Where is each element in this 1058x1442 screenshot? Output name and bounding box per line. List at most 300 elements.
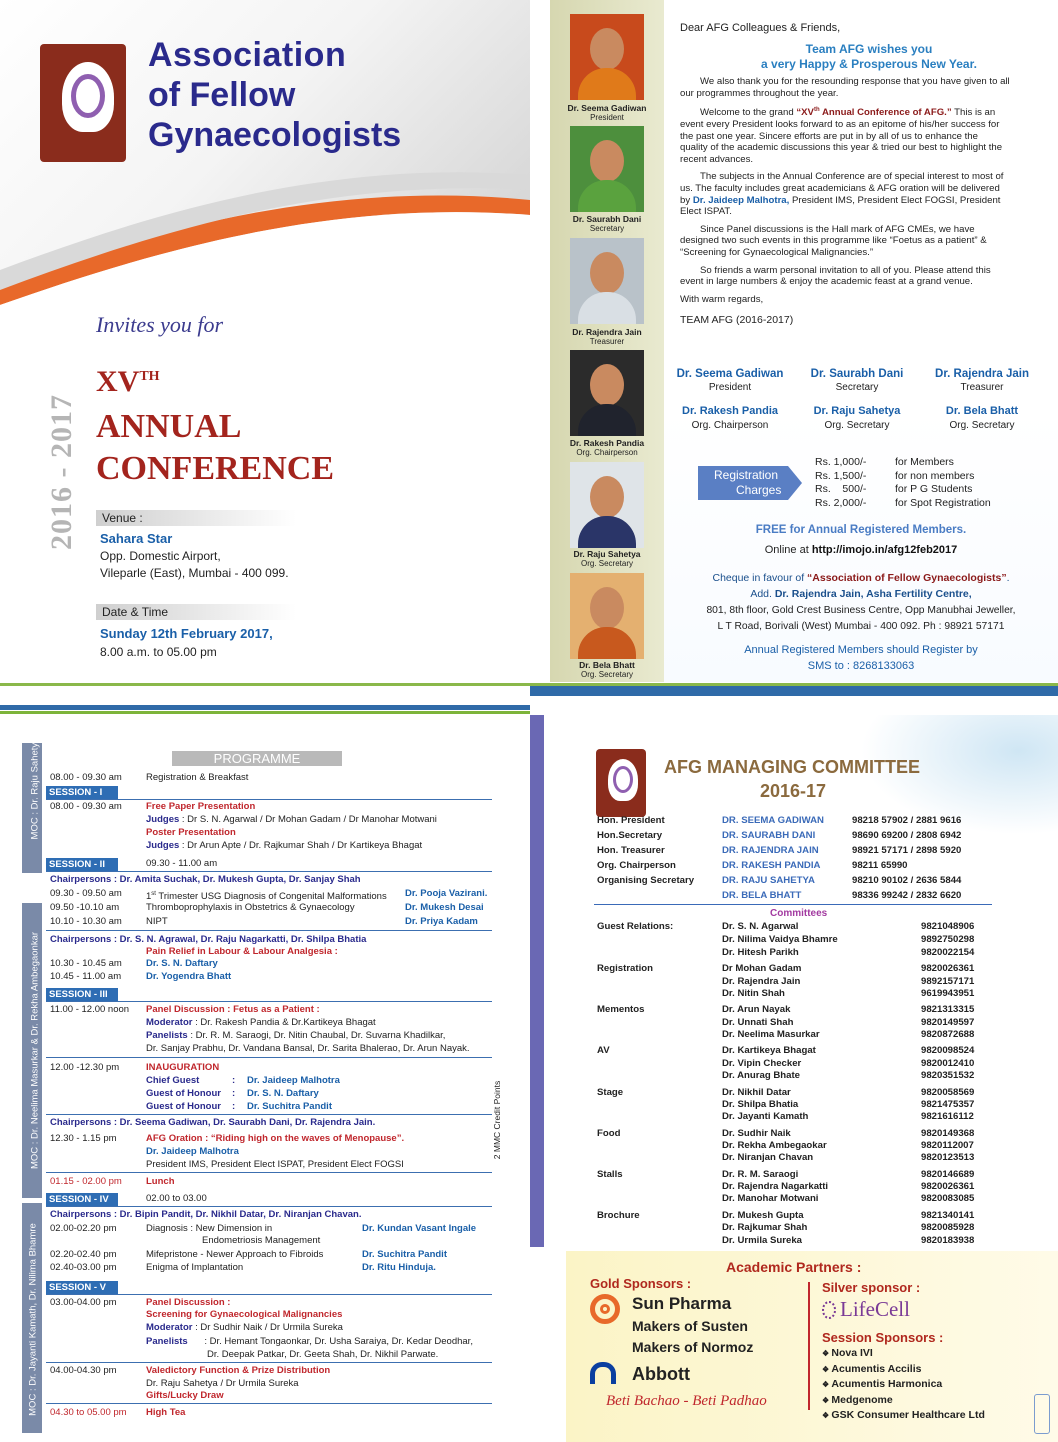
pan-label: Panelists: [146, 1030, 188, 1041]
time: 04.30 to 05.00 pm: [50, 1407, 127, 1418]
photo-role: President: [590, 113, 624, 122]
session-5-bar: SESSION - V: [46, 1281, 118, 1294]
photo-role: Org. Secretary: [580, 670, 633, 679]
moc-label-1: MOC : Dr. Raju Sahetya: [29, 737, 41, 840]
desc: High Tea: [146, 1407, 186, 1418]
p2b2: th: [813, 107, 820, 114]
member-phone: 9821048906: [921, 921, 975, 932]
rule: [46, 930, 492, 931]
member-phone: 9820112007: [921, 1140, 974, 1151]
sms-line-1: Annual Registered Members should Register by: [744, 644, 978, 656]
reg-row: [815, 470, 991, 484]
member: Dr. Rekha Ambegaokar: [722, 1140, 827, 1151]
rule: [46, 1172, 492, 1173]
member-phone: 9820026361: [921, 1181, 975, 1192]
chairpersons: Chairpersons : Dr. Amita Suchak, Dr. Mukesh Gupta, Dr. Sanjay Shah: [50, 874, 361, 885]
photo-rajendra-jain: [570, 238, 644, 324]
moderator-2: [146, 1322, 343, 1335]
office-name: DR. RAKESH PANDIA: [722, 860, 821, 871]
photo-role: Secretary: [589, 224, 625, 233]
cheque-line: [664, 572, 1058, 584]
desc: NIPT: [146, 916, 168, 927]
office-name: DR. RAJU SAHETYA: [722, 875, 815, 886]
judges-label: Judges: [146, 814, 180, 825]
moc-label-2: MOC : Dr. Neelima Masurkar & Dr. Rekha Ambegaonkar: [29, 931, 41, 1170]
reg-label-2: Charges: [736, 483, 782, 497]
office-role: Org. Chairperson: [597, 860, 676, 871]
reg-label-1: Registration: [714, 468, 779, 482]
p3d: Dr. Jaideep Malhotra,: [692, 194, 790, 206]
member-phone: 9821340141: [921, 1210, 975, 1221]
guest-honour-name: Dr. S. N. Daftary: [247, 1088, 319, 1099]
officer: [791, 368, 923, 393]
officer-name: Dr. Seema Gadiwan: [676, 368, 784, 380]
time: 02.20-02.40 pm: [50, 1249, 117, 1260]
poster: Poster Presentation: [146, 827, 236, 838]
conf-num: XV: [96, 365, 140, 398]
venue-line-2: Vileparle (East), Mumbai - 400 099.: [100, 566, 289, 580]
photo-name: Dr. Rajendra Jain: [572, 327, 642, 337]
photo-caption: [552, 327, 662, 347]
photo-rakesh-pandia: [570, 350, 644, 436]
committees-label: Committees: [770, 908, 828, 919]
guest-honour: Guest of Honour: [146, 1088, 221, 1099]
conf-sup: TH: [139, 369, 160, 384]
photo-name: Dr. Rakesh Pandia: [569, 438, 645, 448]
year-vertical: 2016 - 2017: [45, 394, 78, 550]
time: 08.00 - 09.30 am: [50, 772, 122, 783]
p5b: event in large numbers & enjoy the academic feast at a grand venue.: [680, 276, 973, 288]
judges-label: Judges: [146, 840, 180, 851]
member-phone: 9820058569: [921, 1087, 975, 1098]
photo-name: Dr. Seema Gadiwan: [567, 103, 647, 113]
rule: [46, 1403, 492, 1404]
member: Dr. Shilpa Bhatia: [722, 1099, 799, 1110]
officer-role: Secretary: [835, 382, 879, 393]
p3b: us. The faculty includes great academicians & AFG oration will be delivered: [680, 182, 1000, 194]
member: Dr. R. M. Saraogi: [722, 1169, 799, 1180]
member: Dr. Niranjan Chavan: [722, 1152, 814, 1163]
officer-name: Dr. Rajendra Jain: [935, 368, 1029, 380]
reg-rows: [815, 456, 991, 510]
group-name: Brochure: [597, 1210, 640, 1221]
org-name-line-1: Association: [148, 36, 347, 74]
time: 12.30 - 1.15 pm: [50, 1133, 117, 1144]
p3c: by: [680, 194, 693, 206]
p4b: designed two such events in this programme like “Foetus as a patient” &: [680, 235, 987, 247]
office-phone: 98690 69200 / 2808 6942: [852, 830, 962, 841]
date-line-2: 8.00 a.m. to 05.00 pm: [100, 645, 217, 659]
member-phone: 9820085928: [921, 1222, 975, 1233]
desc-2: Screening for Gynaecological Malignancies: [146, 1309, 343, 1320]
member-phone: 9619943951: [921, 988, 975, 999]
speaker-desc: Dr. Raju Sahetya / Dr Urmila Sureka: [146, 1378, 299, 1389]
rule: [46, 1362, 492, 1363]
officer-role: Org. Secretary: [824, 420, 890, 431]
colon: :: [232, 1075, 236, 1086]
sun-pharma-icon: [590, 1294, 620, 1324]
mod-label: Moderator: [146, 1322, 193, 1333]
address-line-1: [664, 588, 1058, 600]
panelists-2-cont: Dr. Deepak Patkar, Dr. Geeta Shah, Dr. Nikhil Parwate.: [207, 1349, 439, 1360]
member: Dr. Mukesh Gupta: [722, 1210, 804, 1221]
abbott: Abbott: [632, 1364, 690, 1384]
office-phone: 98218 57902 / 2881 9616: [852, 815, 962, 826]
officer: [916, 405, 1048, 431]
office-phone: 98210 90102 / 2636 5844: [852, 875, 962, 886]
session-3-bar: SESSION - III: [46, 988, 118, 1001]
conference-word: CONFERENCE: [96, 450, 335, 487]
desc: Free Paper Presentation: [146, 801, 256, 812]
online-label: Online at: [764, 544, 812, 556]
panelists-1-cont: Dr. Sanjay Prabhu, Dr. Vandana Bansal, Dr. Sarita Bhalerao, Dr. Arun Nayak.: [146, 1043, 470, 1054]
chairpersons: Chairpersons : Dr. Seema Gadiwan, Dr. Saurabh Dani, Dr. Rajendra Jain.: [50, 1117, 376, 1128]
desc: Diagnosis : New Dimension in: [146, 1223, 273, 1234]
pan-names: : Dr. R. M. Saraogi, Dr. Nitin Chaubal, Dr. Suvarna Khadilkar,: [187, 1030, 446, 1041]
photo-seema-gadiwan: [570, 14, 644, 100]
member: Dr. Urmila Sureka: [722, 1235, 802, 1246]
judges-names: : Dr Arun Apte / Dr. Rajkumar Shah / Dr Kartikeya Bhagat: [179, 840, 423, 851]
reg-amt: Rs. 1,500/-: [815, 469, 867, 482]
p2b3: Annual Conference of AFG.”: [819, 107, 952, 119]
member-phone: 9892750298: [921, 934, 975, 945]
cheque-c: .: [1006, 572, 1010, 584]
free-note: FREE for Annual Registered Members.: [755, 524, 967, 536]
reg-for: for P G Students: [895, 483, 973, 496]
online-link[interactable]: http://imojo.in/afg12feb2017: [811, 544, 958, 556]
divider-right: [530, 683, 1058, 715]
add-b: Dr. Rajendra Jain, Asha Fertility Centre,: [774, 588, 972, 600]
time: 10.30 - 10.45 am: [50, 958, 122, 969]
letter-wish-1: Team AFG wishes you: [805, 42, 933, 56]
member-phone: 9820026361: [921, 963, 975, 974]
session-title: Session Sponsors :: [822, 1330, 944, 1345]
group-name: Food: [597, 1128, 621, 1139]
committee-title: AFG MANAGING COMMITTEE: [664, 757, 920, 777]
speaker: Dr. Kundan Vasant Ingale: [362, 1223, 477, 1234]
p2f: quality of the academic discussions this year & tried our best to highlight the: [680, 142, 1003, 154]
member: Dr. S. N. Agarwal: [722, 921, 799, 932]
photo-role: Org. Chairperson: [576, 448, 638, 457]
group-name: Guest Relations:: [597, 921, 674, 932]
member: Dr. Nitin Shah: [722, 988, 785, 999]
p3f: Elect ISPAT.: [680, 206, 732, 218]
group-name: Registration: [597, 963, 653, 974]
guest-honour: Guest of Honour: [146, 1101, 221, 1112]
moderator-1: [146, 1017, 376, 1030]
member-phone: 9892157171: [921, 976, 975, 987]
date-label-text: Date & Time: [102, 605, 169, 619]
partners-divider: [808, 1282, 810, 1410]
chairpersons: Chairpersons : Dr. S. N. Agrawal, Dr. Raju Nagarkatti, Dr. Shilpa Bhatia: [50, 934, 367, 945]
rule: [46, 871, 492, 872]
speaker: Dr. Ritu Hinduja.: [362, 1262, 436, 1273]
afg-logo-small: [596, 749, 646, 817]
member: Dr. Arun Nayak: [722, 1004, 791, 1015]
photo-caption: [552, 103, 662, 123]
time: 10.45 - 11.00 am: [50, 971, 122, 982]
sms-line-2: SMS to : 8268133063: [807, 660, 915, 672]
sponsor: ❖ GSK Consumer Healthcare Ltd: [822, 1408, 985, 1424]
photo-raju-sahetya: [570, 462, 644, 548]
group-name: AV: [597, 1045, 610, 1056]
officer: [664, 405, 796, 431]
desc: Enigma of Implantation: [146, 1262, 244, 1273]
photo-name: Dr. Bela Bhatt: [579, 660, 635, 670]
desc: Valedictory Function & Prize Distribution: [146, 1365, 331, 1376]
office-role: Hon.Secretary: [597, 830, 663, 841]
mod-label: Moderator: [146, 1017, 193, 1028]
ngo-seal-icon: [1034, 1394, 1050, 1434]
speaker: Dr. S. N. Daftary: [146, 958, 218, 969]
speaker: Dr. Mukesh Desai: [405, 902, 484, 913]
p2e: the past one year. Sincere efforts are put in by all of us to enhance the: [680, 130, 978, 142]
member: Dr. Manohar Motwani: [722, 1193, 819, 1204]
gifts: Gifts/Lucky Draw: [146, 1390, 224, 1401]
time: 01.15 - 02.00 pm: [50, 1176, 122, 1187]
desc: Panel Discussion : Fetus as a Patient :: [146, 1004, 320, 1015]
r1a: 1: [146, 891, 152, 903]
speaker: Dr. Priya Kadam: [405, 916, 478, 927]
p1b: our programmes throughout the year.: [680, 87, 839, 99]
time: 08.00 - 09.30 am: [50, 801, 122, 812]
time: 04.00-04.30 pm: [50, 1365, 117, 1376]
member: Dr. Nilima Vaidya Bhamre: [722, 934, 838, 945]
reg-amt: Rs. 500/-: [815, 483, 867, 496]
moc-label-3: MOC : Dr. Jayanti Kamath, Dr. Nilima Bhamre: [27, 1223, 39, 1416]
address-line-2: 801, 8th floor, Gold Crest Business Centre, Opp Manubhai Jeweller,: [706, 605, 1016, 616]
colon: :: [232, 1088, 236, 1099]
office-name: DR. SEEMA GADIWAN: [722, 815, 824, 826]
member: Dr. Jayanti Kamath: [722, 1111, 809, 1122]
letter-greeting: Dear AFG Colleagues & Friends,: [680, 22, 841, 34]
programme-body: [0, 0, 528, 1442]
slogan: Beti Bachao - Beti Padhao: [606, 1393, 767, 1409]
member: Dr. Sudhir Naik: [722, 1128, 791, 1139]
photo-caption: [552, 214, 662, 234]
officer-name: Dr. Rakesh Pandia: [682, 405, 778, 417]
photo-name: Dr. Raju Sahetya: [573, 549, 641, 559]
reg-row: [815, 497, 991, 511]
p3e: President IMS, President Elect FOGSI, President: [789, 194, 1001, 206]
rule: [46, 1294, 492, 1295]
silver-title: Silver sponsor :: [822, 1280, 921, 1295]
member-phone: 9820012410: [921, 1058, 975, 1069]
member: Dr. Vipin Checker: [722, 1058, 802, 1069]
time: 09.50 -10.10 am: [50, 902, 120, 913]
session-4-time: 02.00 to 03.00: [146, 1193, 207, 1204]
time: 09.30 - 09.50 am: [50, 888, 122, 899]
p5a: So friends a warm personal invitation to all of you. Please attend this: [700, 264, 991, 276]
p1a: We also thank you for the resounding response that you have given to all: [700, 76, 1010, 87]
photo-name: Dr. Saurabh Dani: [572, 214, 642, 224]
letter-body: [680, 76, 1036, 327]
sponsor: ❖ Medgenome: [822, 1393, 985, 1409]
office-phone: 98921 57171 / 2898 5920: [852, 845, 962, 856]
member-phone: 9820146689: [921, 1169, 975, 1180]
online-line: [664, 544, 1058, 556]
officer-name: Dr. Raju Sahetya: [813, 405, 901, 417]
reg-for: for non members: [895, 469, 975, 482]
registration-arrow: [698, 466, 802, 500]
session-sponsor-list: [822, 1346, 985, 1424]
desc: Panel Discussion :: [146, 1297, 231, 1308]
photo-caption: [552, 660, 662, 680]
cheque-a: Cheque in favour of: [712, 572, 808, 584]
office-phone: 98336 99242 / 2832 6620: [852, 890, 962, 901]
desc: Mifepristone - Newer Approach to Fibroids: [146, 1249, 324, 1260]
session-4-bar: SESSION - IV: [46, 1193, 118, 1206]
group-name: Stalls: [597, 1169, 623, 1180]
reg-amt: Rs. 1,000/-: [815, 456, 867, 468]
p3a: The subjects in the Annual Conference are of special interest to most of: [700, 171, 1004, 183]
desc-2: Endometriosis Management: [202, 1235, 321, 1246]
photo-role: Treasurer: [589, 337, 625, 346]
desc: Lunch: [146, 1176, 175, 1187]
time: 11.00 - 12.00 noon: [50, 1004, 130, 1015]
group-name: Mementos: [597, 1004, 645, 1015]
add-a: Add.: [750, 588, 775, 600]
member-phone: 9820149597: [921, 1017, 975, 1028]
cheque-b: “Association of Fellow Gynaecologists”: [807, 572, 1007, 584]
p2g: recent advances.: [680, 153, 754, 165]
member-phone: 9820083085: [921, 1193, 975, 1204]
blue-stripe: [530, 715, 544, 1247]
session-2-bar: SESSION - II: [46, 858, 118, 871]
photo-bela-bhatt: [570, 573, 644, 659]
officer-role: Org. Chairperson: [691, 420, 769, 431]
judges-names: : Dr S. N. Agarwal / Dr Mohan Gadam / Dr Manohar Motwani: [179, 814, 437, 825]
officer: [664, 368, 796, 393]
photo-caption: [552, 549, 662, 569]
member-phone: 9820123513: [921, 1152, 975, 1163]
r1b: Trimester USG Diagnosis of Congenital Malformations: [155, 891, 387, 903]
gold-title: Gold Sponsors :: [590, 1276, 692, 1291]
panelists-2: [146, 1336, 473, 1349]
venue-name: Sahara Star: [100, 531, 173, 546]
mod-names: : Dr. Rakesh Pandia & Dr.Kartikeya Bhagat: [192, 1017, 376, 1028]
p2c: This is an: [951, 107, 996, 119]
chief-guest-name: Dr. Jaideep Malhotra: [247, 1075, 340, 1086]
org-name-line-3: Gynaecologists: [148, 116, 402, 154]
rule: [46, 1206, 492, 1207]
member: Dr. Rajendra Nagarkatti: [722, 1181, 829, 1192]
office-name: DR. BELA BHATT: [722, 890, 802, 901]
reg-row: [815, 483, 991, 497]
member: Dr. Hitesh Parikh: [722, 947, 799, 958]
time: 02.00-02.20 pm: [50, 1223, 117, 1234]
desc: Thromboprophylaxis in Obstetrics & Gynaecology: [146, 902, 355, 913]
p2a: Welcome to the grand: [700, 107, 797, 119]
time: 03.00-04.00 pm: [50, 1297, 117, 1308]
member: Dr. Unnati Shah: [722, 1017, 794, 1028]
speaker-desc: President IMS, President Elect ISPAT, President Elect FOGSI: [146, 1159, 404, 1170]
p2d: event every President looks forward to as an epitome of his/her success for: [680, 118, 1000, 130]
reg-for: for Spot Registration: [895, 496, 991, 509]
credit-points: 2 MMC Credit Points: [492, 1080, 502, 1160]
member: Dr. Kartikeya Bhagat: [722, 1045, 816, 1056]
colon: :: [232, 1101, 236, 1112]
member: Dr. Rajendra Jain: [722, 976, 801, 987]
member: Dr. Anurag Bhate: [722, 1070, 801, 1081]
closing: With warm regards,: [680, 293, 764, 305]
officer: [916, 368, 1048, 393]
session-1-bar: SESSION - I: [46, 786, 118, 799]
officer-name: Dr. Saurabh Dani: [810, 368, 904, 380]
member-phone: 9820149368: [921, 1128, 975, 1139]
sponsor: ❖ Nova IVI: [822, 1346, 985, 1362]
office-name: DR. RAJENDRA JAIN: [722, 845, 819, 856]
office-name: DR. SAURABH DANI: [722, 830, 816, 841]
reg-for: for Members: [895, 456, 954, 468]
officer-role: Treasurer: [960, 382, 1004, 393]
session-2-time: 09.30 - 11.00 am: [146, 858, 218, 869]
member-phone: 9820351532: [921, 1070, 975, 1081]
photo-caption: [552, 438, 662, 458]
member-phone: 9821616112: [921, 1111, 974, 1122]
time: 10.10 - 10.30 am: [50, 916, 122, 927]
member: Dr Mohan Gadam: [722, 963, 802, 974]
time: 02.40-03.00 pm: [50, 1262, 117, 1273]
p4c: “Screening for Gynaecological Malignancies.”: [680, 246, 874, 258]
mod-names: : Dr Sudhir Naik / Dr Urmila Sureka: [192, 1322, 343, 1333]
abbott-icon: [590, 1362, 616, 1384]
letter-wish-2: a very Happy & Prosperous New Year.: [761, 57, 977, 71]
conference-annual: ANNUAL: [96, 408, 242, 445]
office-role: Organising Secretary: [597, 875, 695, 886]
reg-amt: Rs. 2,000/-: [815, 496, 867, 509]
r1sup: st: [151, 891, 156, 897]
time: 12.00 -12.30 pm: [50, 1062, 120, 1073]
desc: Registration & Breakfast: [146, 772, 249, 783]
member-phone: 9820098524: [921, 1045, 975, 1056]
member-phone: 9821313315: [921, 1004, 975, 1015]
member-phone: 9821475357: [921, 1099, 975, 1110]
sponsor: ❖ Acumentis Accilis: [822, 1362, 985, 1378]
rule: [46, 1057, 492, 1058]
speaker: Dr. Pooja Vazirani.: [405, 888, 488, 899]
member-phone: 9820872688: [921, 1029, 975, 1040]
office-phone: 98211 65990: [852, 860, 908, 871]
panelists-1: [146, 1030, 445, 1043]
speaker: Dr. Suchitra Pandit: [362, 1249, 447, 1260]
p2-em: [796, 107, 951, 118]
judges-1: [146, 814, 437, 827]
officer-name: Dr. Bela Bhatt: [945, 405, 1019, 417]
chief-guest: Chief Guest: [146, 1075, 200, 1086]
p2b: “XV: [796, 107, 814, 119]
invites-text: Invites you for: [96, 312, 224, 337]
org-name-line-2: of Fellow: [148, 76, 296, 114]
venue-label-text: Venue :: [102, 511, 143, 525]
partners-title: Academic Partners :: [726, 1259, 862, 1275]
committee-year: 2016-17: [760, 781, 827, 801]
p3-line: [680, 195, 1036, 207]
sponsor: ❖ Acumentis Harmonica: [822, 1377, 985, 1393]
rule: [46, 1114, 492, 1115]
photo-role: Org. Secretary: [580, 559, 633, 568]
rule: [46, 799, 492, 800]
judges-2: [146, 840, 422, 853]
team: TEAM AFG (2016-2017): [680, 314, 794, 327]
sun-makers-2: Makers of Normoz: [632, 1339, 754, 1355]
office-role: Hon. President: [597, 815, 665, 826]
venue-line-1: Opp. Domestic Airport,: [100, 549, 221, 563]
member: Dr. Rajkumar Shah: [722, 1222, 808, 1233]
sun-makers-1: Makers of Susten: [632, 1318, 748, 1334]
date-line-1: Sunday 12th February 2017,: [100, 626, 273, 641]
speaker: Dr. Jaideep Malhotra: [146, 1146, 239, 1157]
